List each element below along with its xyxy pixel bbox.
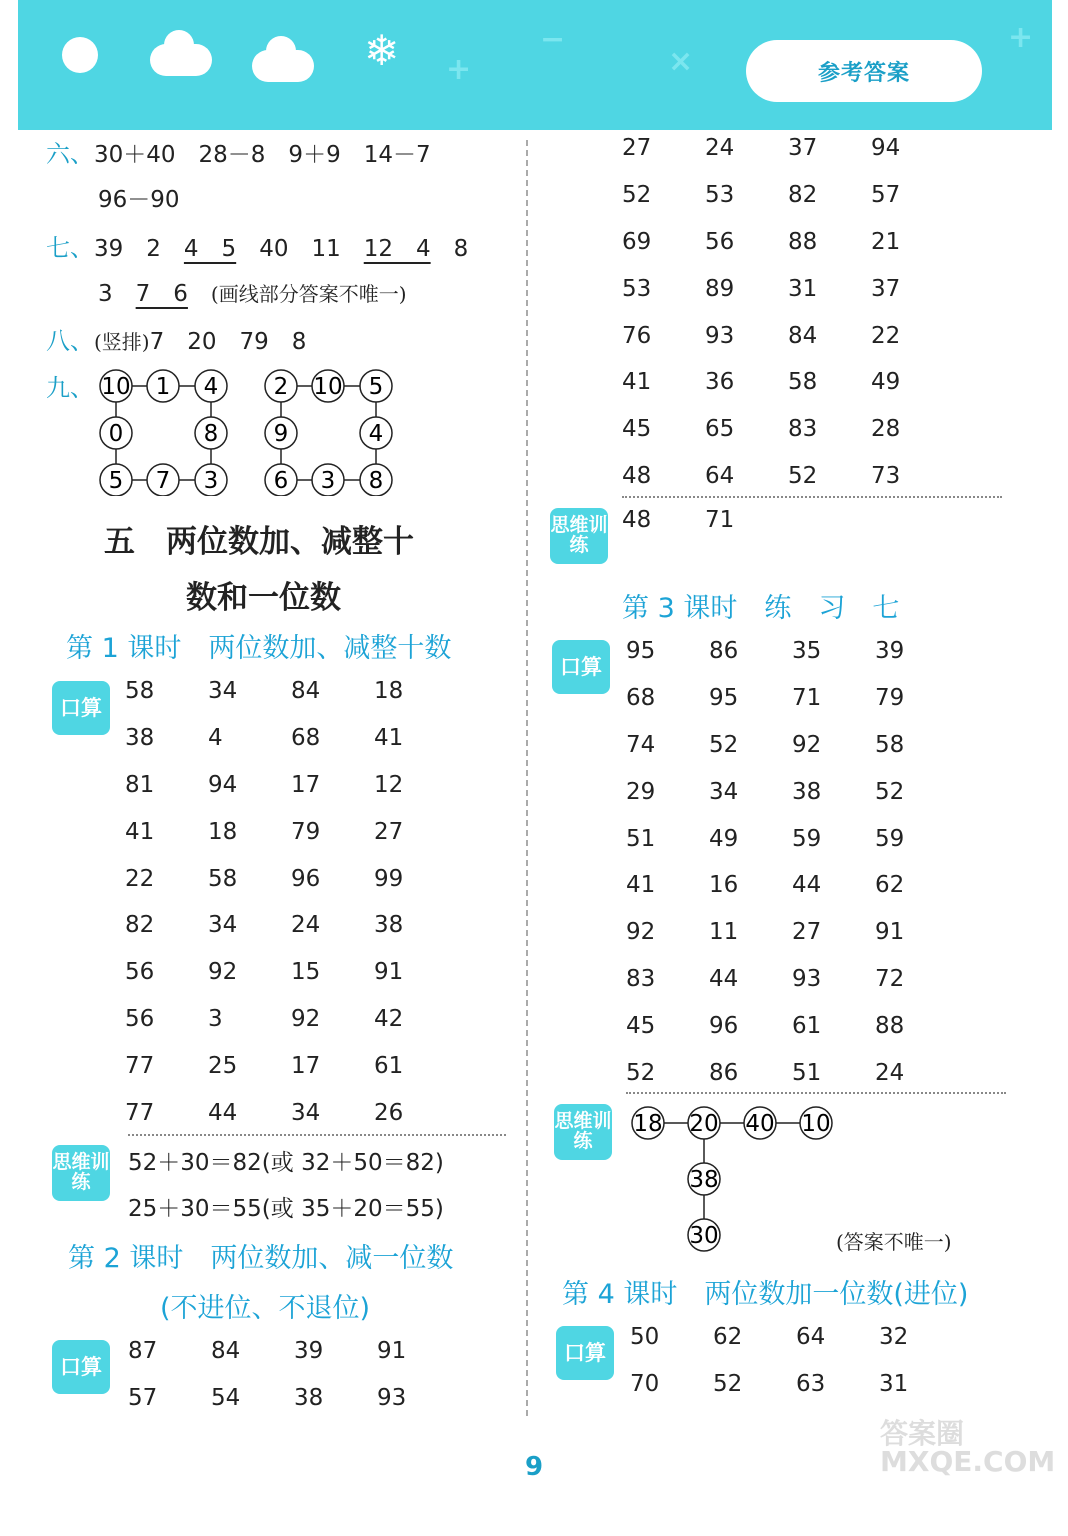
square-number-circle (265, 464, 297, 496)
answer-cell: 83 (626, 965, 656, 992)
answer-cell: 84 (211, 1338, 241, 1365)
answer-cell: 18 (208, 818, 238, 845)
answer-cell: 69 (622, 228, 652, 255)
square-number-circle (100, 370, 132, 402)
column-divider (526, 140, 528, 1416)
lesson2-answer-grid (128, 1328, 460, 1422)
answer-cell: 72 (875, 965, 905, 992)
answer-cell: 54 (211, 1385, 241, 1412)
answer-cell: 65 (705, 416, 735, 443)
svg-text:0: 0 (108, 421, 124, 447)
answer-cell: 74 (626, 731, 656, 758)
lesson4-answer-grid (630, 1314, 962, 1408)
answer-cell: 41 (125, 818, 155, 845)
answer-title-badge: 参考答案 (746, 40, 982, 102)
lesson2-title: 第 2 课时 两位数加、减一位数 (68, 1243, 454, 1274)
q8-row (46, 321, 306, 356)
answer-cell: 57 (871, 182, 901, 209)
answer-row (125, 949, 457, 996)
answer-row (622, 172, 954, 219)
unit-title-line2: 数和一位数 (186, 580, 341, 616)
answer-row (630, 1314, 962, 1361)
answer-cell: 3 (208, 1005, 223, 1032)
answer-cell: 52 (622, 182, 652, 209)
svg-text:10: 10 (801, 1111, 831, 1137)
answer-cell: 27 (622, 135, 652, 162)
answer-cell: 86 (709, 638, 739, 665)
answer-cell: 91 (377, 1338, 407, 1365)
answer-cell: 39 (294, 1338, 324, 1365)
answer-row (125, 715, 457, 762)
answer-cell: 44 (709, 965, 739, 992)
q6-row2: 96－90 (98, 187, 180, 213)
answer-cell: 16 (709, 872, 739, 899)
svg-text:1: 1 (155, 374, 171, 400)
q9-label: 九、 (46, 374, 94, 402)
plus-icon: + (1008, 20, 1034, 55)
answer-cell: 68 (291, 725, 321, 752)
square-number-circle (312, 464, 344, 496)
answer-row (125, 1089, 457, 1136)
answer-cell: 28 (871, 416, 901, 443)
watermark-logo: 答案圈 MXQE.COM (880, 1417, 1056, 1478)
rain-cloud-icon (252, 50, 314, 82)
chain-number-circle (632, 1107, 664, 1139)
answer-cell: 18 (374, 678, 404, 705)
svg-text:30: 30 (689, 1223, 719, 1249)
lesson3-think-badge: 思维训练 (554, 1104, 612, 1160)
answer-cell: 82 (788, 182, 818, 209)
answer-cell: 12 (374, 771, 404, 798)
answer-cell: 39 (875, 638, 905, 665)
answer-cell: 27 (374, 818, 404, 845)
answer-cell: 52 (875, 778, 905, 805)
answer-cell: 89 (705, 275, 735, 302)
times-icon: × (668, 44, 694, 79)
answer-cell: 71 (705, 507, 735, 534)
answer-cell: 73 (871, 462, 901, 489)
svg-text:5: 5 (368, 374, 384, 400)
plus-icon: + (446, 52, 472, 87)
answer-cell: 29 (626, 778, 656, 805)
answer-cell: 24 (291, 912, 321, 939)
answer-row (626, 956, 958, 1003)
answer-cell: 38 (792, 778, 822, 805)
answer-cell: 38 (125, 725, 155, 752)
answer-cell: 41 (622, 369, 652, 396)
answer-row (622, 453, 954, 500)
answer-cell: 64 (796, 1324, 826, 1351)
answer-cell: 88 (875, 1012, 905, 1039)
svg-text:10: 10 (313, 374, 343, 400)
answer-cell: 4 (208, 725, 223, 752)
minus-icon: − (540, 22, 566, 57)
answer-cell: 77 (125, 1052, 155, 1079)
answer-cell: 58 (208, 865, 238, 892)
answer-cell: 62 (713, 1324, 743, 1351)
lesson1-think-badge: 思维训练 (52, 1145, 110, 1201)
answer-cell: 35 (792, 638, 822, 665)
answer-cell: 61 (374, 1052, 404, 1079)
answer-cell: 38 (294, 1385, 324, 1412)
answer-cell: 49 (871, 369, 901, 396)
square-number-circle (100, 464, 132, 496)
lesson1-title: 第 1 课时 两位数加、减整十数 (66, 633, 452, 664)
q8-label: 八、 (46, 327, 94, 355)
lesson2-oral-badge: 口算 (52, 1340, 110, 1394)
answer-cell: 92 (208, 959, 238, 986)
dotted-separator (626, 1092, 1006, 1094)
answer-row (622, 406, 954, 453)
answer-row (622, 312, 954, 359)
think-answer-row (622, 497, 788, 544)
answer-cell: 11 (709, 919, 739, 946)
answer-cell: 24 (875, 1059, 905, 1086)
svg-text:2: 2 (273, 374, 289, 400)
answer-cell: 83 (788, 416, 818, 443)
answer-row (125, 668, 457, 715)
answer-cell: 45 (622, 416, 652, 443)
square-number-circle (312, 370, 344, 402)
think-badge: 思维训练 (550, 508, 608, 564)
q8-text: 7 20 79 8 (149, 329, 307, 355)
square-number-circle (195, 370, 227, 402)
continued-answer-grid (622, 125, 954, 499)
answer-cell: 38 (374, 912, 404, 939)
q7-note: (画线部分答案不唯一) (210, 282, 407, 306)
answer-cell: 17 (291, 771, 321, 798)
answer-cell: 86 (709, 1059, 739, 1086)
answer-row (622, 359, 954, 406)
square-number-circle (360, 417, 392, 449)
answer-cell: 61 (792, 1012, 822, 1039)
answer-cell: 84 (291, 678, 321, 705)
lesson4-oral-badge: 口算 (556, 1326, 614, 1380)
answer-cell: 84 (788, 322, 818, 349)
answer-cell: 88 (788, 228, 818, 255)
square-number-circle (265, 417, 297, 449)
answer-row (622, 125, 954, 172)
q7-a: 39 2 (94, 236, 161, 262)
lesson1-answer-grid (125, 668, 457, 1136)
answer-row (626, 628, 958, 675)
answer-row (626, 1002, 958, 1049)
answer-row (125, 902, 457, 949)
svg-text:20: 20 (689, 1111, 719, 1137)
answer-cell: 77 (125, 1099, 155, 1126)
svg-text:8: 8 (203, 421, 219, 447)
dotted-separator (128, 1134, 506, 1136)
answer-row (622, 265, 954, 312)
q7-row2 (98, 275, 407, 308)
q6-text: 30＋40 28－8 9＋9 14－7 (94, 142, 431, 168)
answer-cell: 44 (792, 872, 822, 899)
answer-cell: 91 (374, 959, 404, 986)
answer-cell: 58 (125, 678, 155, 705)
cloud-icon (150, 44, 212, 76)
answer-row (125, 1042, 457, 1089)
answer-cell: 68 (626, 685, 656, 712)
q7-label: 七、 (46, 234, 94, 262)
square-number-circle (360, 370, 392, 402)
answer-cell: 49 (709, 825, 739, 852)
svg-text:8: 8 (368, 468, 384, 494)
answer-cell: 94 (871, 135, 901, 162)
answer-row (128, 1375, 460, 1422)
q7-c: 40 11 (259, 236, 341, 262)
answer-cell: 34 (208, 912, 238, 939)
answer-row (626, 675, 958, 722)
answer-row (125, 808, 457, 855)
answer-cell: 31 (788, 275, 818, 302)
lesson1-think-line1: 52＋30＝82(或 32＋50＝82) (128, 1150, 444, 1176)
chain-number-circle (800, 1107, 832, 1139)
lesson4-title: 第 4 课时 两位数加一位数(进位) (562, 1279, 969, 1310)
lesson3-title: 第 3 课时 练 习 七 (622, 593, 900, 624)
q7-f: 3 (98, 281, 113, 307)
answer-cell: 95 (709, 685, 739, 712)
answer-cell: 56 (125, 959, 155, 986)
answer-cell: 82 (125, 912, 155, 939)
svg-text:6: 6 (273, 468, 289, 494)
answer-cell: 41 (626, 872, 656, 899)
answer-row (626, 768, 958, 815)
answer-cell: 22 (125, 865, 155, 892)
lesson1-oral-badge: 口算 (52, 681, 110, 735)
unit-title-line1: 五 两位数加、减整十 (104, 524, 414, 560)
answer-cell: 34 (291, 1099, 321, 1126)
answer-row (622, 219, 954, 266)
answer-cell: 48 (622, 507, 652, 534)
q7-row1 (46, 228, 468, 263)
answer-row (626, 862, 958, 909)
answer-cell: 37 (788, 135, 818, 162)
svg-text:18: 18 (633, 1111, 663, 1137)
square-number-circle (195, 417, 227, 449)
answer-cell: 79 (291, 818, 321, 845)
answer-cell: 93 (792, 965, 822, 992)
answer-cell: 58 (788, 369, 818, 396)
answer-cell: 96 (291, 865, 321, 892)
answer-cell: 59 (792, 825, 822, 852)
lesson1-think-line2: 25＋30＝55(或 35＋20＝55) (128, 1196, 444, 1222)
square-number-circle (265, 370, 297, 402)
answer-cell: 62 (875, 872, 905, 899)
svg-text:10: 10 (101, 374, 131, 400)
answer-cell: 37 (871, 275, 901, 302)
answer-cell: 48 (622, 462, 652, 489)
svg-text:3: 3 (320, 468, 336, 494)
answer-cell: 44 (208, 1099, 238, 1126)
answer-cell: 26 (374, 1099, 404, 1126)
chain-number-circle (688, 1107, 720, 1139)
answer-cell: 45 (626, 1012, 656, 1039)
answer-row (622, 497, 788, 544)
answer-cell: 92 (626, 919, 656, 946)
q6-row1 (46, 134, 431, 169)
svg-text:4: 4 (368, 421, 384, 447)
square-number-circle (100, 417, 132, 449)
svg-text:40: 40 (745, 1111, 775, 1137)
answer-cell: 93 (705, 322, 735, 349)
lesson3-oral-badge: 口算 (552, 640, 610, 694)
q7-e: 8 (453, 236, 469, 262)
svg-text:5: 5 (108, 468, 124, 494)
answer-cell: 50 (630, 1324, 660, 1351)
answer-cell: 32 (879, 1324, 909, 1351)
answer-row (125, 855, 457, 902)
lesson3-answer-grid (626, 628, 958, 1096)
answer-cell: 52 (626, 1059, 656, 1086)
answer-cell: 99 (374, 865, 404, 892)
header-banner (18, 0, 1052, 130)
answer-cell: 87 (128, 1338, 158, 1365)
answer-cell: 79 (875, 685, 905, 712)
answer-cell: 93 (377, 1385, 407, 1412)
svg-text:38: 38 (689, 1167, 719, 1193)
answer-cell: 53 (622, 275, 652, 302)
answer-cell: 58 (875, 731, 905, 758)
answer-cell: 71 (792, 685, 822, 712)
snowflake-icon: ❄ (364, 26, 400, 75)
answer-row (630, 1361, 962, 1408)
answer-cell: 64 (705, 462, 735, 489)
answer-cell: 25 (208, 1052, 238, 1079)
answer-cell: 52 (709, 731, 739, 758)
square-number-circle (147, 370, 179, 402)
answer-cell: 51 (792, 1059, 822, 1086)
answer-cell: 31 (879, 1371, 909, 1398)
answer-cell: 92 (291, 1005, 321, 1032)
q9-squares (94, 366, 404, 496)
svg-text:4: 4 (203, 374, 219, 400)
answer-cell: 81 (125, 771, 155, 798)
answer-row (626, 815, 958, 862)
answer-cell: 22 (871, 322, 901, 349)
answer-cell: 34 (709, 778, 739, 805)
answer-row (125, 762, 457, 809)
answer-cell: 51 (626, 825, 656, 852)
answer-cell: 56 (125, 1005, 155, 1032)
answer-cell: 56 (705, 228, 735, 255)
q7-g: 7 6 (135, 281, 188, 307)
square-number-circle (360, 464, 392, 496)
svg-text:3: 3 (203, 468, 219, 494)
q6-label: 六、 (46, 140, 94, 168)
answer-cell: 42 (374, 1005, 404, 1032)
chain-number-circle (688, 1219, 720, 1251)
answer-cell: 41 (374, 725, 404, 752)
answer-cell: 70 (630, 1371, 660, 1398)
answer-cell: 34 (208, 678, 238, 705)
answer-row (626, 1049, 958, 1096)
q7-b: 4 5 (183, 236, 237, 262)
answer-cell: 21 (871, 228, 901, 255)
square-number-circle (147, 464, 179, 496)
answer-row (626, 909, 958, 956)
answer-cell: 57 (128, 1385, 158, 1412)
answer-cell: 52 (713, 1371, 743, 1398)
answer-cell: 95 (626, 638, 656, 665)
answer-row (626, 722, 958, 769)
answer-cell: 92 (792, 731, 822, 758)
sun-icon (62, 37, 98, 73)
svg-text:9: 9 (273, 421, 289, 447)
chain-number-circle (744, 1107, 776, 1139)
answer-cell: 36 (705, 369, 735, 396)
answer-cell: 59 (875, 825, 905, 852)
answer-cell: 53 (705, 182, 735, 209)
svg-text:7: 7 (155, 468, 171, 494)
page-number: 9 (524, 1452, 544, 1482)
answer-cell: 91 (875, 919, 905, 946)
answer-cell: 15 (291, 959, 321, 986)
q7-d: 12 4 (363, 236, 431, 262)
answer-row (128, 1328, 460, 1375)
answer-cell: 96 (709, 1012, 739, 1039)
square-number-circle (195, 464, 227, 496)
answer-cell: 24 (705, 135, 735, 162)
answer-cell: 94 (208, 771, 238, 798)
q8-sub: (竖排) (94, 330, 150, 354)
answer-cell: 63 (796, 1371, 826, 1398)
lesson2-subtitle: (不进位、不退位) (160, 1293, 371, 1324)
answer-cell: 17 (291, 1052, 321, 1079)
answer-cell: 76 (622, 322, 652, 349)
chain-number-circle (688, 1163, 720, 1195)
lesson3-chain-note: (答案不唯一) (836, 1230, 952, 1254)
answer-cell: 52 (788, 462, 818, 489)
answer-cell: 27 (792, 919, 822, 946)
answer-row (125, 996, 457, 1043)
lesson3-number-chain (620, 1098, 850, 1258)
